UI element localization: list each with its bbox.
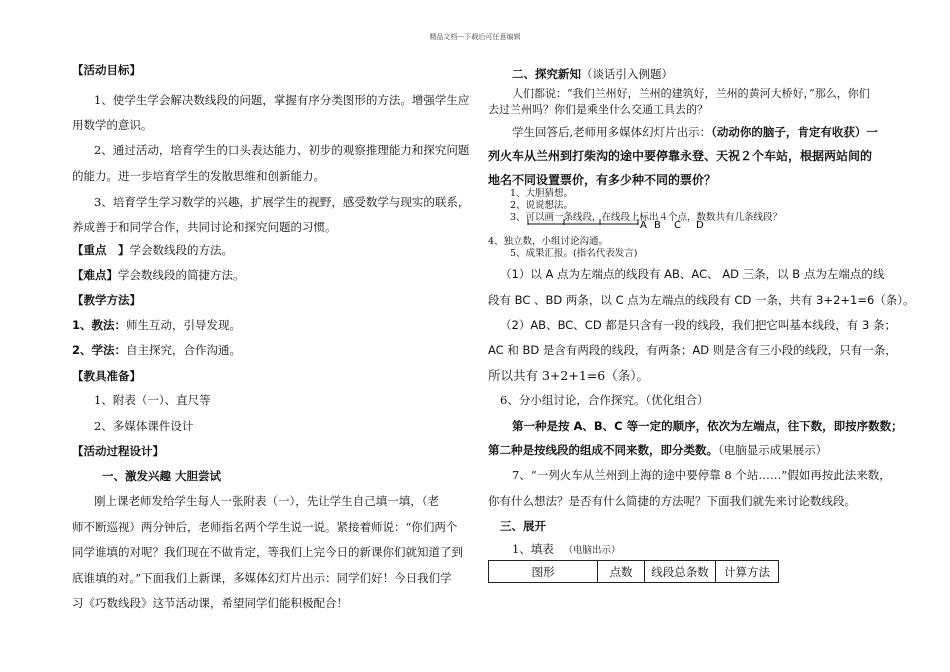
teach-method-text: 师生互动，引导发现。: [126, 318, 242, 332]
table-header-method: 计算方法: [716, 561, 779, 583]
goal1-line2: 用数学的意识。: [72, 118, 153, 132]
result2-line2: AC 和 BD 是含有两段的线段，有两条；AD 则是含有三小段的线段，只有一条，: [488, 343, 897, 357]
step3: 3、可以画一条线段，在线段上标出４个点，数数共有几条线段？: [510, 212, 783, 223]
goal1-line1: 1、使学生学会解决数线段的问题，掌握有序分类图形的方法。增强学生应: [94, 93, 470, 107]
step6: 6、分小组讨论，合作探究。（优化组合）: [500, 393, 709, 407]
process-heading: 【活动过程设计】: [72, 444, 164, 458]
key-point-label: 【重点 】: [72, 243, 130, 257]
question7-line1: 7、“一列火车从兰州到上海的途中要停靠 8 个站……”假如再按此法来数，: [512, 468, 891, 482]
answer-bold: （动动你的脑子，肯定有收获）一: [711, 125, 878, 139]
part3-heading: 三、展开: [500, 519, 546, 533]
part1-para-line5: 习《巧数线段》这节活动课，希望同学们能积极配合！: [72, 596, 348, 610]
method2: 第二种是按线段的组成不同来数，即分类数。: [488, 443, 718, 457]
part1-para-line2: 师不断巡视）两分钟后，老师指名两个学生说一说。紧接着师说：“你们两个: [72, 520, 458, 534]
fill-table-note: （电脑出示）: [563, 545, 621, 556]
point-label-d: D: [696, 220, 704, 231]
table-header-total: 线段总条数: [645, 561, 716, 583]
tool-item-2: 2、多媒体课件设计: [94, 419, 194, 433]
fill-table-caption: [512, 541, 621, 559]
part1-para-line4: 底谁填的对。”下面我们上新课，多媒体幻灯片出示：同学们好！今日我们学: [72, 571, 452, 585]
line-segment-figure: [488, 216, 708, 238]
result2-line3: 所以共有 3+2+1=6（条）。: [488, 368, 649, 383]
point-label-b: B: [654, 220, 661, 231]
method-heading: 【教学方法】: [72, 293, 141, 307]
fill-table-label: 1、填表: [512, 542, 554, 556]
teach-method-label: 1、教法：: [72, 318, 127, 332]
tool-item-1: 1、附表（一）、直尺等: [94, 393, 211, 407]
part1-heading: 一、激发兴趣 大胆尝试: [102, 469, 222, 483]
method1: 第一种是按 A、B、C 等一定的顺序，依次为左端点，往下数，即按序数数；: [512, 419, 903, 433]
answer-lead: 学生回答后,老师用多媒体幻灯片出示：: [512, 125, 712, 139]
point-label-a: A: [640, 220, 647, 231]
table-header-row: [489, 561, 779, 583]
step1: 1、大胆猜想。: [510, 188, 574, 199]
question7-line2: 你有什么想法？是否有什么简捷的方法呢？下面我们就先来讨论数线段。: [488, 494, 856, 508]
result2-line1: （2）AB、BC、CD 都是只含有一段的线段，我们把它叫基本线段，有 3 条；: [500, 318, 896, 332]
step2: 2、说说想法。: [510, 200, 574, 211]
result1-line2: 段有 BC 、BD 两条，以 C 点为左端点的线段有 CD 一条，共有 3+2+1=6（条）。: [488, 293, 915, 307]
fill-table: [488, 560, 779, 583]
learn-method-label: 2、学法：: [72, 343, 127, 357]
difficulty-text: 学会数线段的简捷方法。: [118, 268, 245, 282]
method2-line: [488, 442, 827, 458]
method2-note: （电脑显示成果展示）: [718, 443, 828, 457]
goal-heading: 【活动目标】: [72, 63, 141, 77]
key-point-text: 学会数线段的方法。: [129, 243, 233, 257]
learn-method-text: 自主探究，合作沟通。: [126, 343, 242, 357]
key-point: [72, 242, 233, 258]
intro-line2: 去过兰州吗？你们是乘坐什么交通工具去的？: [488, 103, 708, 116]
point-label-c: C: [674, 220, 681, 231]
goal2-line1: 2、通过活动，培育学生的口头表达能力、初步的观察推理能力和探究问题: [94, 143, 470, 157]
tools-heading: 【教具准备】: [72, 369, 141, 383]
step4: 4、独立数，小组讨论沟通。: [488, 236, 609, 247]
part1-para-line3: 同学谁填的对呢？我们现在不做肯定，等我们上完今日的新课你们就知道了到: [72, 545, 463, 559]
answer-line: [512, 124, 878, 140]
teach-method: [72, 317, 241, 333]
step5: 5、成果汇报。(指名代表发言): [510, 248, 638, 259]
page-header-note: 精品文档---下载后可任意编辑: [429, 33, 521, 41]
problem-line2: 地名不同设置票价，有多少种不同的票价？: [488, 173, 717, 187]
part1-para-line1: 刚上课老师发给学生每人一张附表（一），先让学生自己填一填，（老: [94, 494, 439, 508]
result1-line1: （1）以 A 点为左端点的线段有 AB、AC、 AD 三条，以 B 点为左端点的线: [500, 267, 885, 281]
goal3-line2: 养成善于和同学合作，共同讨论和探究问题的习惯。: [72, 220, 337, 234]
part2-heading: [512, 66, 673, 82]
goal3-line1: 3、培育学生学习数学的兴趣，扩展学生的视野，感受数学与现实的联系，: [94, 195, 470, 209]
table-header-figure: 图形: [489, 561, 598, 583]
difficulty-label: 【难点】: [72, 268, 118, 282]
intro-line1: 人们都说：“我们兰州好，兰州的建筑好，兰州的黄河大桥好，”那么，你们: [512, 87, 870, 100]
part2-subtitle: （谈话引入例题）: [581, 67, 673, 81]
goal2-line2: 的能力。进一步培育学生的发散思维和创新能力。: [72, 169, 325, 183]
problem-line1: 列火车从兰州到打柴沟的途中要停靠永登、天祝２个车站，根据两站间的: [488, 149, 873, 163]
table-header-points: 点数: [598, 561, 645, 583]
difficulty-point: [72, 267, 245, 283]
part2-title: 二、探究新知: [512, 67, 581, 81]
learn-method: [72, 342, 241, 358]
